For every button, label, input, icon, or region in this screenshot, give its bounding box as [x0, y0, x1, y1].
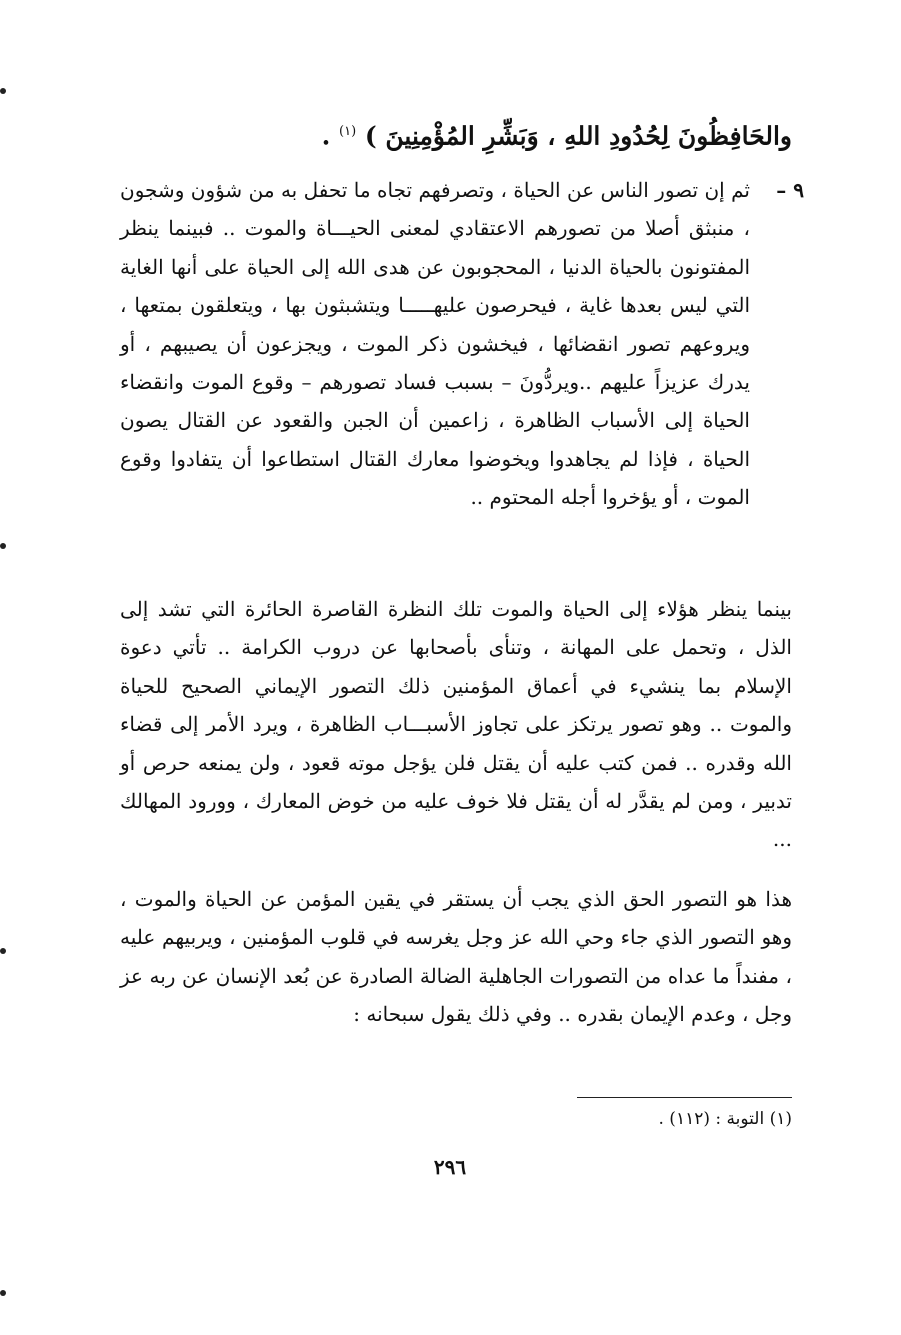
- paragraph-2: بينما ينظر هؤلاء إلى الحياة والموت تلك النظرة القاصرة الحائرة التي تشد إلى الذل ، وتحمل على المهانة ، وتنأى بأصحابها عن دروب الكرامة .. تأتي دعوة الإسلام بما ينشيء في أعماق المؤمنين ذلك التصور الإيماني الصحيح للحياة والموت .. وهو تصور يرتكز على تجاوز الأسبـــاب الظاهرة ، ويرد الأمر إلى قضاء الله وقدره .. فمن كتب عليه أن يقتل فلن يؤجل موته قعود ، ولن يمنعه حرص أو تدبير ، ومن لم يقدَّر له أن يقتل فلا خوف عليه من خوض المعارك ، وورود المهالك ...: [120, 597, 792, 852]
- verse-text: والحَافِظُونَ لِحُدُودِ اللهِ ، وَبَشِّرِ المُؤْمِنِينَ ): [364, 121, 792, 151]
- margin-dot: [0, 1290, 6, 1296]
- footnote-divider: [577, 1097, 792, 1098]
- quranic-verse: [170, 112, 792, 156]
- paragraph-3: هذا هو التصور الحق الذي يجب أن يستقر في يقين المؤمن عن الحياة والموت ، وهو التصور الذي جاء وحي الله عز وجل يغرسه في قلوب المؤمنين ، ويربيهم عليه ، مفنداً ما عداه من التصورات الجاهلية الضالة الصادرة عن بُعد الإنسان عن ربه عز وجل ، وعدم الإيمان بقدره .. وفي ذلك يقول سبحانه :: [120, 887, 792, 1027]
- footnote: (١) التوبة : (١١٢) .: [658, 1109, 792, 1129]
- verse-end: .: [321, 121, 331, 151]
- page-number: ٢٩٦: [433, 1155, 467, 1179]
- footnote-reference: (١): [339, 124, 357, 139]
- margin-dot: [0, 948, 6, 954]
- margin-dot: [0, 88, 6, 94]
- item-number: ٩ –: [776, 178, 804, 202]
- paragraph-1: ثم إن تصور الناس عن الحياة ، وتصرفهم تجاه ما تحفل به من شؤون وشجون ، منبثق أصلا من تصورهم الاعتقادي لمعنى الحيـــاة والموت .. فبينما ينظر المفتونون بالحياة الدنيا ، المحجوبون عن هدى الله إلى الحياة على أنها الغاية التي ليس بعدها غاية ، فيحرصون عليهـــــا ويتشبثون بها ، ويتعلقون بمتعها ، ويروعهم تصور انقضائها ، فيخشون ذكر الموت ، ويجزعون أن يصيبهم ، أو يدرك عزيزاً عليهم ..ويردُّونَ – بسبب فساد تصورهم – وقوع الموت وانقضاء الحياة إلى الأسباب الظاهرة ، زاعمين أن الجبن والقعود عن القتال يصون الحياة ، فإذا لم يجاهدوا ويخوضوا معارك القتال استطاعوا أن يتفادوا وقوع الموت ، أو يؤخروا أجله المحتوم ..: [120, 178, 751, 510]
- margin-dot: [0, 543, 6, 549]
